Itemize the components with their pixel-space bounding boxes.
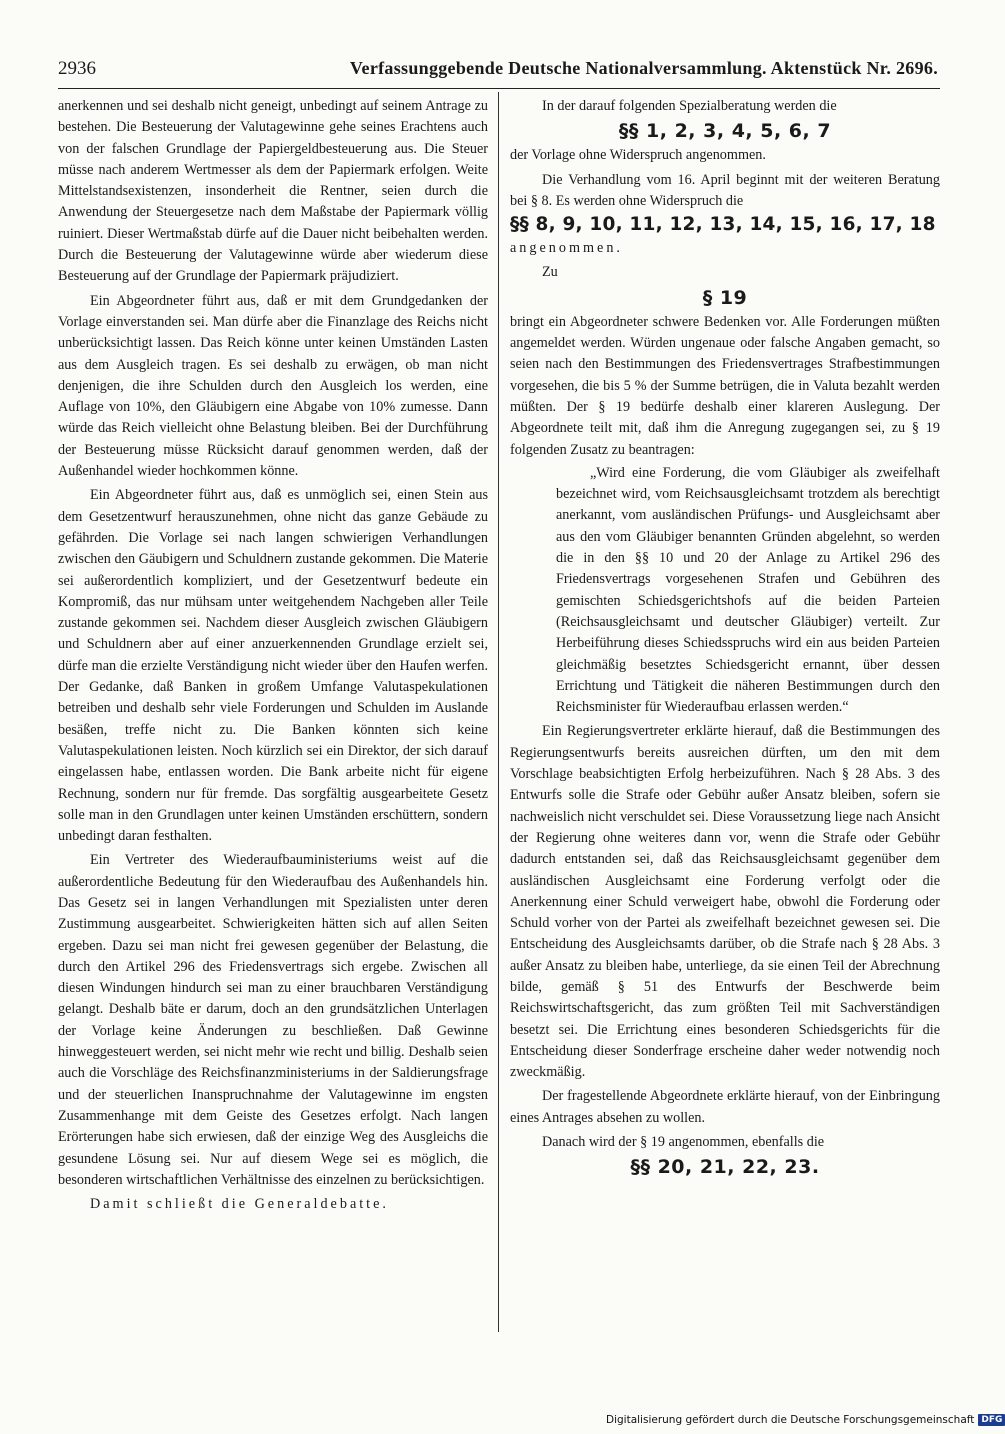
paragraph: Ein Abgeordneter führt aus, daß er mit dem Grundgedanken der Vorlage einverstanden sei. Man dürfe aber die Finanzlage des Reichs nicht unberücksichtigt lassen. Das Reich könne unter keinen Umständen Lasten aus dem Ausgleich tragen. Es sei deshalb zu erwägen, ob man nicht denjenigen, die ihre Schulden durch den Ausgleich los werden, eine Auflage von 10%, den Gläubigern eine Abgabe von 10% zumesse. Dann würde das Reich vielleicht ohne Belastung bleiben. Bei der Durchführung der Besteuerung müsse Rücksicht darauf genommen werden, daß der Außenhandel wieder hochkommen könne. bbox=[58, 292, 488, 480]
section-heading: §§ 1, 2, 3, 4, 5, 6, 7 bbox=[618, 120, 832, 143]
section-heading: § 19 bbox=[702, 286, 748, 309]
paragraph: Der fragestellende Abgeordnete erklärte hierauf, von der Einbringung eines Antrages absehen zu wollen. bbox=[510, 1088, 940, 1126]
paragraph: der Vorlage ohne Widerspruch angenommen. bbox=[510, 147, 766, 164]
header-rule bbox=[58, 88, 940, 89]
right-column bbox=[510, 96, 940, 1181]
paragraph: anerkennen und sei deshalb nicht geneigt, unbedingt auf seinem Antrage zu bestehen. Die Besteuerung der Valutagewinne gehe seines Erachtens auch von der falschen Grundlage der Papiergeldbesteuerung aus. Die Steuer müsse nach anderem Wertmesser als dem der Papiermark erfolgen. Weite Mittelstandsexistenzen, insonderheit die Rentner, seien durch die Anwendung der Steuergesetze nach dem Maßstabe der Papiermark völlig ruiniert. Dieser Wertmaßstab dürfe auf die Dauer nicht beibehalten werden. Durch die Besteuerung der Valutagewinne würde aber wiederum diese Besteuerung auf der Grundlage der Papiermark präjudiziert. bbox=[58, 98, 488, 285]
paragraph: angenommen. bbox=[510, 240, 623, 257]
paragraph: Danach wird der § 19 angenommen, ebenfalls die bbox=[542, 1134, 825, 1151]
running-title: Verfassunggebende Deutsche Nationalversammlung. Aktenstück Nr. 2696. bbox=[349, 58, 938, 78]
closing-line: Damit schließt die Generaldebatte. bbox=[90, 1196, 389, 1213]
paragraph: Die Verhandlung vom 16. April beginnt mit der weiteren Beratung bei § 8. Es werden ohne Widerspruch die bbox=[510, 171, 940, 209]
paragraph: bringt ein Abgeordneter schwere Bedenken vor. Alle Forderungen müßten angemeldet werden. Würden ungenaue oder falsche Angaben gemacht, so seien nach den Bestimmungen des Friedensvertrages Strafbestimmungen vorgesehen, die bis 5 % der Summe betrügen, die in Valuta bezahlt werden müßten. Der § 19 bedürfe deshalb einer klareren Auslegung. Der Abgeordnete teilt mit, daß ihm die Anregung zugegangen sei, zu § 19 folgenden Zusatz zu beantragen: bbox=[510, 313, 940, 458]
paragraph: Ein Regierungsvertreter erklärte hierauf, daß die Bestimmungen des Regierungsentwurfs bereits ausreichen dürften, um den mit dem Vorschlage beabsichtigten Erfolg herbeizuführen. Nach § 28 Abs. 3 des Entwurfs solle die Strafe oder Gebühr außer Ansatz bleiben, sofern sie nachweislich nicht verschuldet sei. Diese Voraussetzung liege nach Ansicht der Regierung ohne weiteres dann vor, wenn die Strafe oder Gebühr dadurch entstanden sei, daß das Reichsausgleichsamt gegenüber dem ausländischen Ausgleichsamt eine Forderung verfolgt oder die Anerkennung einer Schuld verweigert habe, obwohl die Forderung oder Schuld vorher von der Partei als zweifelhaft bezeichnet gewesen sei. Die Entscheidung des Ausgleichsamts darüber, ob die Strafe nach § 28 Abs. 3 außer Ansatz zu bleiben habe, unterliege, da sie einen Teil der Abrechnung bilde, gemäß § 51 des Entwurfs der Beschwerde beim Reichswirtschaftsgericht, das zum größten Teil mit Sachverständigen besetzt sei. Die Errichtung eines besonderen Schiedsgerichts für die Entscheidung dieser Sonderfrage erscheine daher weder notwendig noch zweckmäßig. bbox=[510, 723, 940, 1081]
quoted-amendment: „Wird eine Forderung, die vom Gläubiger als zweifelhaft bezeichnet wird, vom Reichsausgleichsamt trotzdem als berechtigt anerkannt, vom ausländischen Prüfungs- und Ausgleichsamt aber aus den vom Gläubiger benannten Gründen abgelehnt, so werden die in den §§ 10 und 20 der Anlage zu Artikel 296 des Friedensvertrags vorgesehenen Strafen und Gebühren des gemischten Schiedsgerichtshofs auf die beiden Parteien (Reichsausgleichsamt und deutscher Gläubiger) verteilt. Zur Herbeiführung dieses Schiedsspruchs wird ein aus beiden Parteien gleichmäßig besetztes Schiedsgericht ernannt, über dessen Errichtung und Tätigkeit die näheren Bestimmungen durch den Reichsminister für Wiederaufbau erlassen werden.“ bbox=[556, 464, 940, 716]
footer bbox=[606, 1414, 1003, 1426]
section-heading: §§ 20, 21, 22, 23. bbox=[630, 1156, 820, 1179]
left-column bbox=[58, 96, 488, 1215]
page-number: 2936 bbox=[58, 58, 96, 79]
paragraph: Ein Abgeordneter führt aus, daß es unmöglich sei, einen Stein aus dem Gesetzentwurf herauszunehmen, ohne nicht das ganze Gebäude zu gefährden. Die Vorlage sei nach langen schwierigen Verhandlungen zwischen den Gäubigern und Schuldnern zustande gekommen. Die Materie sei außerordentlich kompliziert, und der Gesetzentwurf bedeute ein Kompromiß, das nur mühsam unter weitgehendem Nachgeben aller Teile zustande gekommen sei. Nachdem dieser Ausgleich zwischen Gläubigern und Schuldnern aber auf einer anzuerkennenden Grundlage erzielt sei, dürfe man die erzielte Verständigung nicht wieder über den Haufen werfen. Der Gedanke, daß Banken in großem Umfange Valutaspekulationen betreiben und deshalb sehr viele Forderungen und Schulden im Auslande besäßen, treffe nicht zu. Die Banken könnten sich keine Valutaspekulationen leisten. Noch kürzlich sei ein Direktor, der sich darauf eingelassen habe, entlassen worden. Die Bank arbeite nicht für eigene Rechnung, sondern nur für fremde. Das sorgfältig ausgearbeitete Gesetz solle man in den Grundlagen unter keinen Umständen erschüttern, sondern unbedingt daran festhalten. bbox=[58, 487, 488, 845]
section-heading: §§ 8, 9, 10, 11, 12, 13, 14, 15, 16, 17, 18 bbox=[510, 214, 936, 236]
dfg-logo: DFG bbox=[978, 1414, 1005, 1426]
column-divider bbox=[498, 92, 499, 1332]
paragraph: Ein Vertreter des Wiederaufbauministeriums weist auf die außerordentliche Bedeutung für den Wiederaufbau des Außenhandels hin. Das Gesetz sei in langen Verhandlungen mit Spezialisten unter deren Zustimmung ausgearbeitet. Schwierigkeiten hätten sich auf allen Seiten ergeben. Dazu sei man nicht frei gewesen gegenüber der Belastung, die durch den Artikel 296 des Friedensvertrags sich ergebe. Zwischen all diesen Windungen hindurch sei man zu einer brauchbaren Verständigung gelangt. Deshalb bäte er darum, doch an den grundsätzlichen Unterlagen der Vorlage keine Änderungen zu beschließen. Daß Gewinne hinweggesteuert werden, sei nicht mehr wie recht und billig. Deshalb seien auch die Vorschläge des Reichsfinanzministeriums in der Saldierungsfrage und der steuerlichen Inanspruchnahme der Valutagewinne im engsten Zusammenhange mit dem Geiste des Gesetzes erfolgt. Nach langen Erörterungen habe sich erwiesen, daß der einzige Weg des Ausgleichs die gesundene Lösung sei. Nur auf diesem Wege sei es möglich, die besonderen wirtschaftlichen Verhältnisse des einzelnen zu berücksichtigen. bbox=[58, 852, 488, 1188]
paragraph: Zu bbox=[542, 264, 558, 281]
footer-text: Digitalisierung gefördert durch die Deutsche Forschungsgemeinschaft bbox=[606, 1414, 975, 1426]
paragraph: In der darauf folgenden Spezialberatung werden die bbox=[542, 98, 837, 114]
page-header bbox=[58, 58, 938, 88]
